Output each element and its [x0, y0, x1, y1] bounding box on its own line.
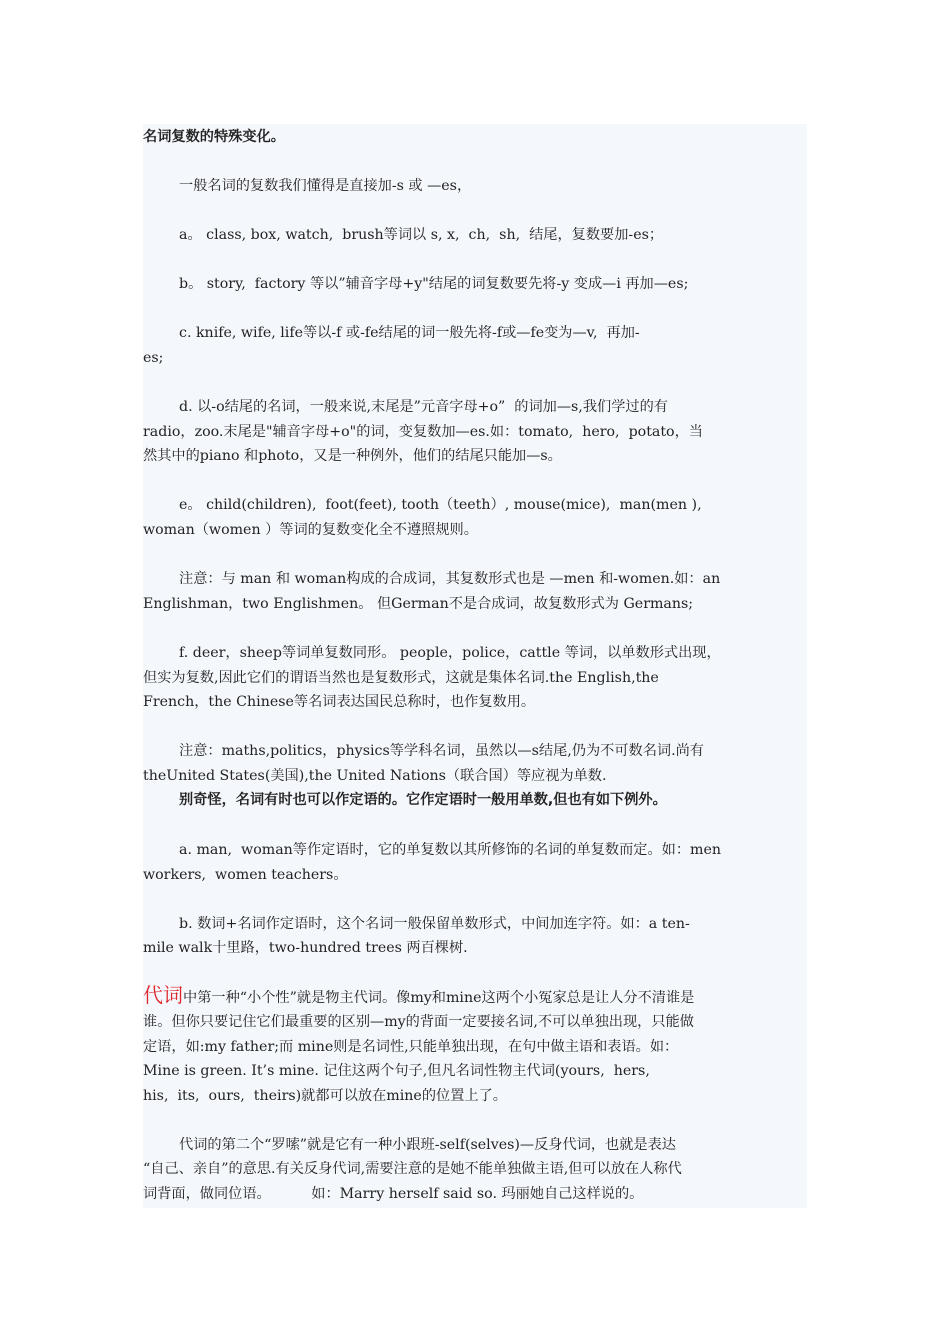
paragraph-line: d. 以-o结尾的名词，一般来说,末尾是”元音字母+o” 的词加—s,我们学过的有: [179, 399, 668, 415]
paragraph-line: “自己、亲自”的意思.有关反身代词,需要注意的是她不能单独做主语,但可以放在人称代: [143, 1161, 682, 1177]
paragraph-line: a。 class, box, watch, brush等词以 s, x, ch, sh, 结尾，复数要加-es；: [179, 227, 664, 243]
paragraph-line: [143, 983, 695, 1007]
section-title: 名词复数的特殊变化。: [143, 129, 285, 145]
paragraph-line: e。 child(children), foot(feet), tooth（teeth）, mouse(mice), man(men ),: [179, 497, 702, 513]
paragraph-line: French，the Chinese等名词表达国民总称时，也作复数用。: [143, 694, 536, 710]
paragraph-line: c. knife, wife, life等以-f 或-fe结尾的词一般先将-f或—fe变为—v, 再加-: [179, 325, 640, 341]
paragraph-line: 注意：maths,politics，physics等学科名词，虽然以—s结尾,仍为不可数名词.尚有: [179, 743, 704, 759]
paragraph-line: Englishman，two Englishmen。 但German不是合成词，故复数形式为 Germans;: [143, 596, 694, 612]
paragraph-line: woman（women ）等词的复数变化全不遵照规则。: [143, 522, 478, 538]
paragraph-line: 但实为复数,因此它们的谓语当然也是复数形式，这就是集体名词.the English,the: [143, 670, 659, 686]
paragraph-line: b。 story, factory 等以”辅音字母+y"结尾的词复数要先将-y 变成—i 再加—es;: [179, 276, 689, 292]
document-body: [143, 124, 807, 1208]
subsection-heading: 别奇怪，名词有时也可以作定语的。它作定语时一般用单数,但也有如下例外。: [179, 792, 667, 808]
paragraph-line: 一般名词的复数我们懂得是直接加-s 或 —es，: [179, 178, 472, 194]
paragraph-line: a. man, woman等作定语时，它的单复数以其所修饰的名词的单复数而定。如：men: [179, 842, 722, 858]
paragraph-line: 然其中的piano 和photo，又是一种例外，他们的结尾只能加—s。: [143, 448, 562, 464]
paragraph-line: 谁。但你只要记住它们最重要的区别—my的背面一定要接名词,不可以单独出现，只能做: [143, 1014, 694, 1030]
paragraph-line: 定语，如:my father;而 mine则是名词性,只能单独出现，在句中做主语和表语。如：: [143, 1039, 679, 1055]
paragraph-line: workers, women teachers。: [143, 867, 348, 883]
paragraph-line: Mine is green. It’s mine. 记住这两个句子,但凡名词性物主代词(yours, hers,: [143, 1063, 650, 1079]
paragraph-line: his, its, ours, theirs)就都可以放在mine的位置上了。: [143, 1088, 507, 1104]
paragraph-line: mile walk十里路，two-hundred trees 两百棵树.: [143, 940, 468, 956]
paragraph-line: radio，zoo.末尾是"辅音字母+o"的词，变复数加—es.如：tomato, hero, potato，当: [143, 424, 703, 440]
highlight-term: 代词: [143, 983, 183, 1007]
paragraph-line: es;: [143, 350, 164, 366]
paragraph-text: 中第一种“小个性”就是物主代词。像my和mine这两个小冤家总是让人分不清谁是: [183, 990, 695, 1006]
paragraph-line: f. deer，sheep等词单复数同形。 people，police，cattle 等词，以单数形式出现，: [179, 645, 721, 661]
paragraph-line: 注意：与 man 和 woman构成的合成词，其复数形式也是 —men 和-women.如：an: [179, 571, 721, 587]
paragraph-line: theUnited States(美国),the United Nations（联合国）等应视为单数.: [143, 768, 607, 784]
paragraph-line: 词背面，做同位语。 如：Marry herself said so. 玛丽她自己这样说的。: [143, 1186, 644, 1202]
paragraph-line: b. 数词+名词作定语时，这个名词一般保留单数形式，中间加连字符。如：a ten-: [179, 916, 690, 932]
paragraph-line: 代词的第二个“罗嗦”就是它有一种小跟班-self(selves)—反身代词，也就是表达: [179, 1137, 676, 1153]
